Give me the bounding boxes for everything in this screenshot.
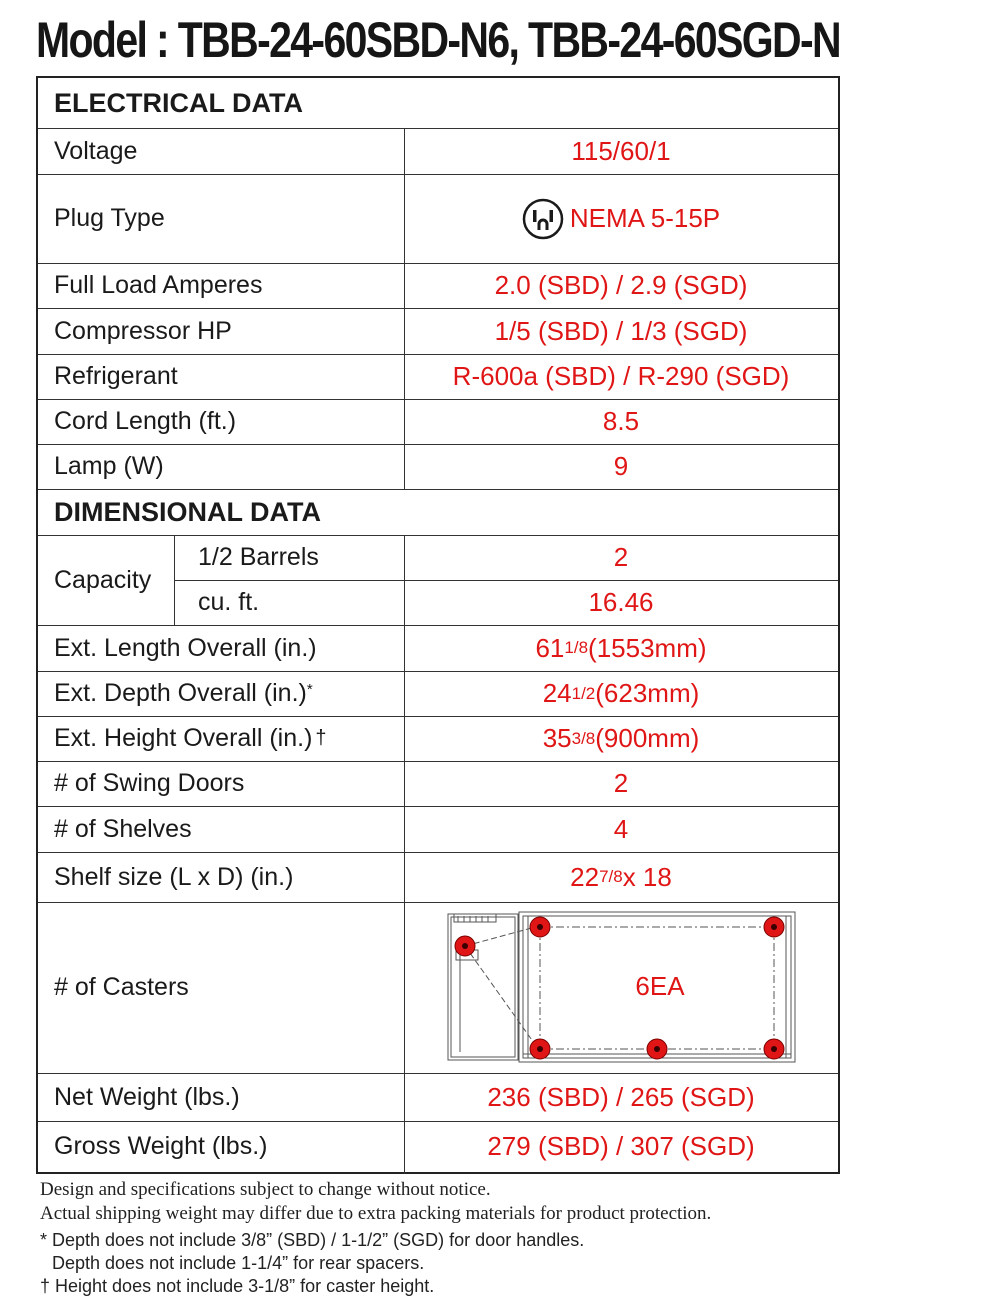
hp-label: Compressor HP [54,316,232,345]
net-weight-value: 236 (SBD) / 265 (SGD) [487,1081,755,1112]
dimensional-heading: DIMENSIONAL DATA [54,496,321,527]
doors-label: # of Swing Doors [54,769,245,797]
depth-metric: (623mm) [595,678,700,708]
depth-whole: 24 [542,678,572,708]
plug-value: NEMA 5-15P [569,203,721,233]
note-shipping-weight: Actual shipping weight may differ due to extra packing materials for product protection. [40,1203,712,1224]
depth-fraction: 1/2 [571,683,596,703]
barrels-label: 1/2 Barrels [198,543,319,571]
gross-weight-value: 279 (SBD) / 307 (SGD) [487,1131,755,1161]
casters-diagram-cell [404,902,838,1073]
cabinet-side-view [448,914,518,1060]
cuft-value: 16.46 [588,587,654,617]
depth-value [404,671,838,716]
lamp-label: Lamp (W) [54,452,164,480]
hp-value: 1/5 (SBD) / 1/3 (SGD) [494,315,748,346]
voltage-label: Voltage [54,136,138,165]
height-value [404,716,838,761]
footnotes [40,1178,980,1298]
refrigerant-label: Refrigerant [54,362,178,390]
page-title: Model : TBB-24-60SBD-N6, TBB-24-60SGD-N [36,12,840,68]
spec-table [36,76,840,1174]
column-divider [174,535,175,625]
cord-label: Cord Length (ft.) [54,407,237,435]
net-weight-label: Net Weight (lbs.) [54,1082,240,1111]
shelves-label: # of Shelves [54,814,192,843]
note-design: Design and specifications subject to change without notice. [40,1179,491,1200]
shelf-size-value [404,852,838,902]
caster-hub [537,1046,543,1052]
note-depth-handles: * Depth does not include 3/8” (SBD) / 1-1/2” (SGD) for door handles. [40,1230,585,1250]
capacity-label: Capacity [54,565,152,594]
shelf-size-label: Shelf size (L x D) (in.) [54,862,294,891]
caster-hub [537,924,543,930]
caster-layout-diagram [404,902,838,1073]
height-metric: (900mm) [595,723,700,753]
height-footnote-mark: † [315,727,327,749]
shelf-size-whole: 22 [570,861,600,892]
height-label-cell [54,716,394,761]
caster-hub [771,1046,777,1052]
length-metric: (1553mm) [588,632,707,663]
note-depth-spacers: Depth does not include 1-1/4” for rear spacers. [52,1253,425,1273]
caster-hub [462,943,468,949]
fla-label: Full Load Amperes [54,271,263,299]
fla-value: 2.0 (SBD) / 2.9 (SGD) [494,270,748,300]
lamp-value: 9 [613,451,629,481]
shelf-size-fraction: 7/8 [599,867,623,886]
depth-label: Ext. Depth Overall (in.) [54,679,307,707]
casters-label: # of Casters [54,973,189,1001]
casters-group [455,917,784,1059]
shelves-value: 4 [613,813,629,844]
voltage-value: 115/60/1 [571,135,671,166]
electrical-heading: ELECTRICAL DATA [54,87,303,118]
casters-value: 6EA [635,971,685,1001]
plug-label: Plug Type [54,204,165,232]
cord-value: 8.5 [602,406,640,436]
height-label: Ext. Height Overall (in.) [54,724,313,752]
shelf-size-rest: x 18 [622,861,672,892]
note-height-casters: † Height does not include 3-1/8” for caster height. [40,1276,435,1296]
length-value [404,625,838,671]
depth-footnote-mark: * [306,681,313,698]
caster-hub [771,924,777,930]
caster-hub [654,1046,660,1052]
cuft-label: cu. ft. [198,588,260,616]
nema-plug-icon [522,198,564,240]
refrigerant-value: R-600a (SBD) / R-290 (SGD) [452,361,790,391]
length-label: Ext. Length Overall (in.) [54,633,317,662]
barrels-value: 2 [613,542,629,572]
plug-value-cell [404,174,838,263]
height-whole: 35 [542,723,572,753]
gross-weight-label: Gross Weight (lbs.) [54,1132,268,1160]
depth-label-cell [54,671,394,716]
length-fraction: 1/8 [564,638,589,657]
length-whole: 61 [535,632,565,663]
doors-value: 2 [613,768,629,798]
height-fraction: 3/8 [571,728,596,748]
